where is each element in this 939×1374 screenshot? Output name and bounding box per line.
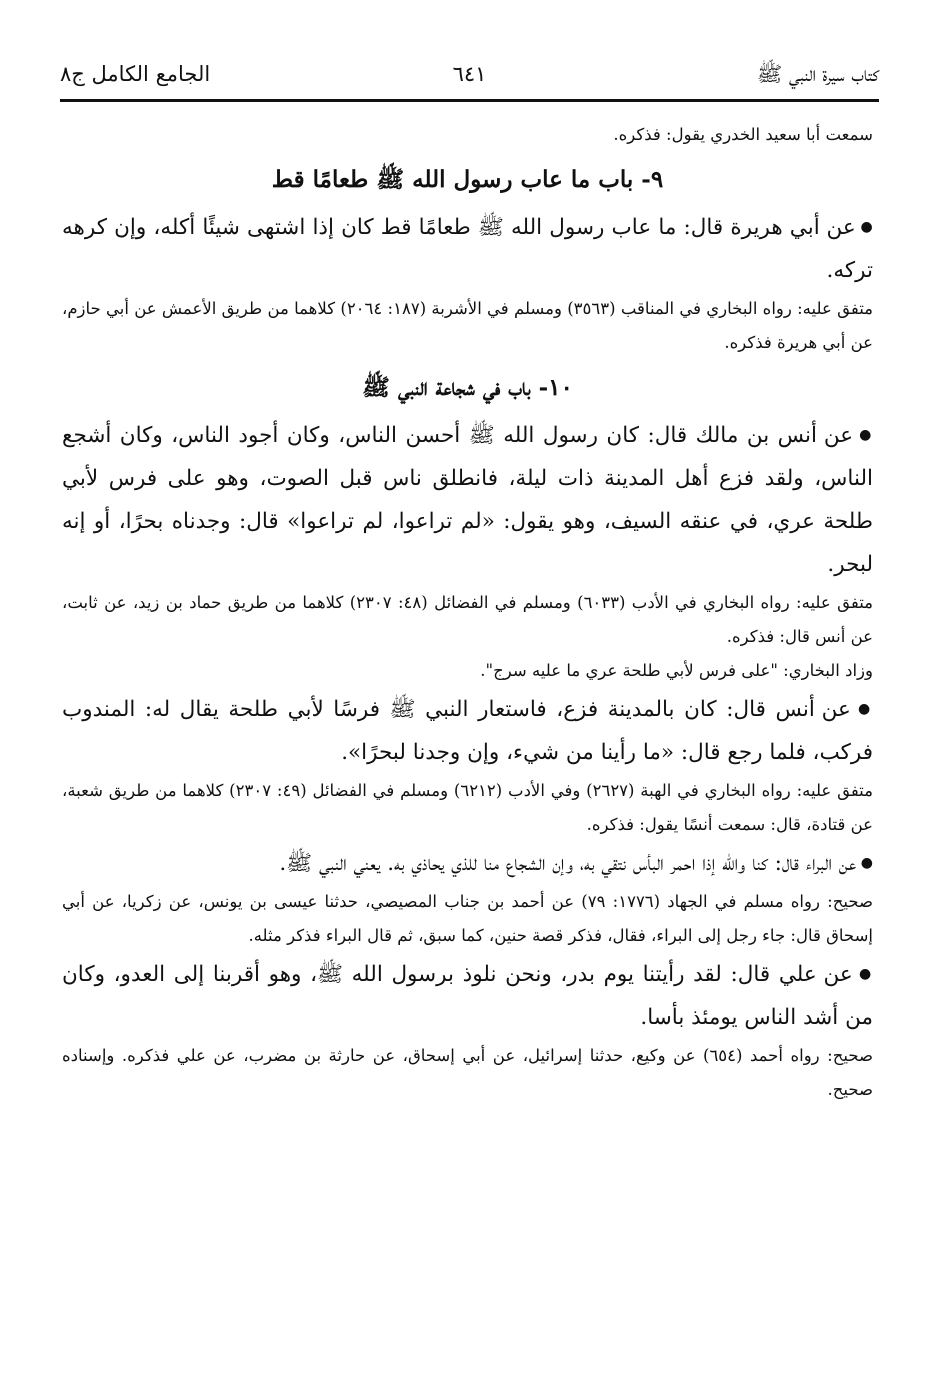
page-header [60, 58, 879, 98]
hadith-text: ● عن علي قال: لقد رأيتنا يوم بدر، ونحن نلوذ برسول الله ﷺ، وهو أقربنا إلى العدو، وكان من أشد الناس يومئذ بأسا. [62, 953, 873, 1039]
page-body [62, 118, 873, 1107]
chapter-heading: ١٠- باب في شجاعة النبي ﷺ [362, 374, 573, 401]
hadith-text: ● عن البراء قال: كنا والله إذا احمر البأس نتقي به، وإن الشجاع منا للذي يحاذي به. يعني النبي ﷺ. [62, 842, 873, 885]
takhrij-note: صحيح: رواه مسلم في الجهاد (١٧٧٦: ٧٩) عن أحمد بن جناب المصيصي، حدثنا عيسى بن يونس، عن زكريا، عن أبي إسحاق قال: جاء رجل إلى البراء، فقال، فذكر قصة حنين، كما سبق، ثم قال البراء فذكر مثله. [62, 892, 873, 945]
volume-title: الجامع الكامل ج٨ [60, 62, 211, 86]
hadith-text: ● عن أنس بن مالك قال: كان رسول الله ﷺ أحسن الناس، وكان أجود الناس، وكان أشجع الناس، ولقد فزع أهل المدينة ذات ليلة، فانطلق ناس قبل الصوت، وهو على فرس لأبي طلحة عري، في عنقه السيف، وهو يقول: «لم تراعوا، لم تراعوا» قال: وجدناه بحرًا، أو إنه لبحر. [62, 414, 873, 586]
addition-note: وزاد البخاري: "على فرس لأبي طلحة عري ما عليه سرج". [480, 661, 873, 680]
continuation-text: سمعت أبا سعيد الخدري يقول: فذكره. [613, 125, 873, 144]
takhrij-note: متفق عليه: رواه البخاري في المناقب (٣٥٦٣) ومسلم في الأشربة (١٨٧: ٢٠٦٤) كلاهما من طريق الأعمش عن أبي حازم، عن أبي هريرة فذكره. [62, 299, 874, 352]
takhrij-note: متفق عليه: رواه البخاري في الهبة (٢٦٢٧) وفي الأدب (٦٢١٢) ومسلم في الفضائل (٤٩: ٢٣٠٧) كلاهما من طريق شعبة، عن قتادة، قال: سمعت أنسًا يقول: فذكره. [62, 781, 874, 834]
book-title: كتاب سيرة النبي ﷺ [756, 62, 879, 86]
hadith-text: ● عن أبي هريرة قال: ما عاب رسول الله ﷺ طعامًا قط كان إذا اشتهى شيئًا أكله، وإن كرهه تركه. [62, 206, 873, 292]
chapter-heading: ٩- باب ما عاب رسول الله ﷺ طعامًا قط [271, 166, 664, 193]
page-number: ٦٤١ [452, 62, 487, 86]
header-rule [60, 99, 879, 102]
takhrij-note: صحيح: رواه أحمد (٦٥٤) عن وكيع، حدثنا إسرائيل، عن أبي إسحاق، عن حارثة بن مضرب، عن علي فذكره. وإسناده صحيح. [62, 1046, 873, 1099]
takhrij-note: متفق عليه: رواه البخاري في الأدب (٦٠٣٣) ومسلم في الفضائل (٤٨: ٢٣٠٧) كلاهما من طريق حماد بن زيد، عن ثابت، عن أنس قال: فذكره. [62, 593, 874, 646]
hadith-text: ● عن أنس قال: كان بالمدينة فزع، فاستعار النبي ﷺ فرسًا لأبي طلحة يقال له: المندوب فركب، فلما رجع قال: «ما رأينا من شيء، وإن وجدنا لبحرًا». [62, 688, 873, 774]
